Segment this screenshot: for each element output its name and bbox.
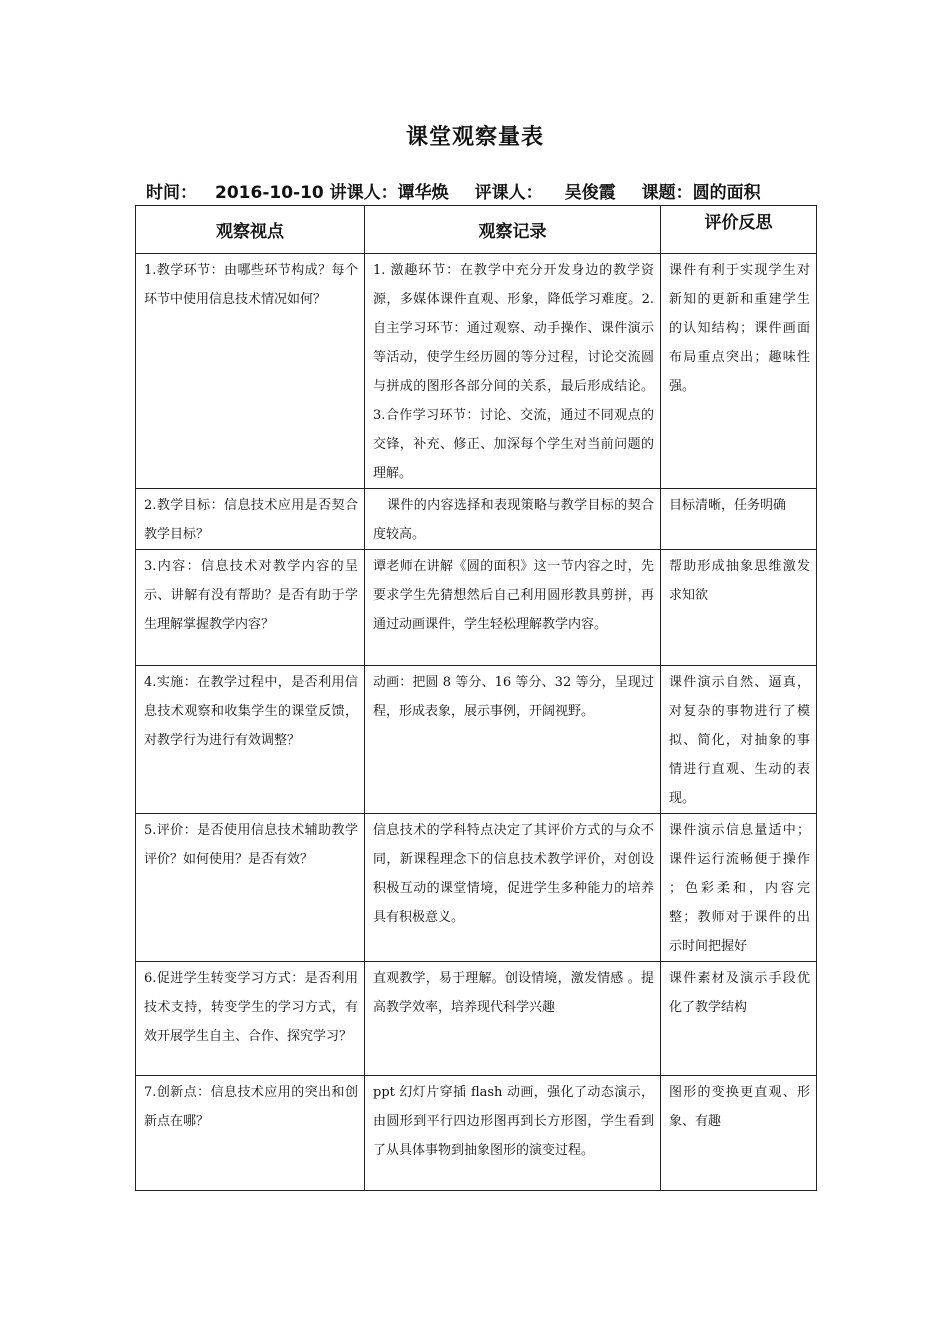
viewpoint-cell: 7.创新点：信息技术应用的突出和创新点在哪？ — [136, 1076, 365, 1191]
reflection-cell: 课件素材及演示手段优化了教学结构 — [661, 962, 817, 1076]
viewpoint-cell: 3.内容：信息技术对教学内容的呈示、讲解有没有帮助？是否有助于学生理解掌握教学内容？ — [136, 550, 365, 666]
lecturer-value: 谭华焕 — [397, 183, 449, 203]
viewpoint-cell: 5.评价：是否使用信息技术辅助教学评价？如何使用？是否有效？ — [136, 814, 365, 962]
observation-table — [135, 205, 817, 1191]
record-cell: 直观教学，易于理解。创设情境，激发情感 。提高教学效率，培养现代科学兴趣 — [365, 962, 661, 1076]
record-cell: 课件的内容选择和表现策略与教学目标的契合度较高。 — [365, 489, 661, 550]
lecturer-label: 讲课人： — [329, 183, 398, 203]
time-label: 时间： — [146, 183, 197, 203]
reviewer-value: 吴俊霞 — [564, 183, 616, 203]
reflection-cell: 目标清晰，任务明确 — [661, 489, 817, 550]
table-row — [136, 489, 817, 550]
table-row — [136, 962, 817, 1076]
viewpoint-cell: 6.促进学生转变学习方式：是否利用技术支持，转变学生的学习方式，有效开展学生自主、合作、探究学习？ — [136, 962, 365, 1076]
table-row — [136, 1076, 817, 1191]
viewpoint-cell: 2.教学目标：信息技术应用是否契合教学目标？ — [136, 489, 365, 550]
record-cell: 信息技术的学科特点决定了其评价方式的与众不同，新课程理念下的信息技术教学评价，对创设积极互动的课堂情境，促进学生多种能力的培养具有积极意义。 — [365, 814, 661, 962]
record-cell: 1. 激趣环节：在教学中充分开发身边的教学资源，多媒体课件直观、形象，降低学习难度。2.自主学习环节：通过观察、动手操作、课件演示等活动，使学生经历圆的等分过程，讨论交流圆与拼成的图形各部分间的关系，最后形成结论。 3.合作学习环节：讨论、交流，通过不同观点的交锋，补充、修正、加深每个学生对当前问题的理解。 — [365, 254, 661, 489]
table-row — [136, 254, 817, 489]
table-row — [136, 814, 817, 962]
reflection-cell: 课件演示自然、逼真，对复杂的事物进行了模拟、简化，对抽象的事情进行直观、生动的表现。 — [661, 666, 817, 814]
reflection-cell: 课件演示信息量适中；课件运行流畅便于操作 ；色彩柔和，内容完整；教师对于课件的出示时间把握好 — [661, 814, 817, 962]
header-record: 观察记录 — [365, 206, 661, 254]
header-reflection: 评价反思 — [661, 206, 817, 254]
viewpoint-cell: 1.教学环节：由哪些环节构成？每个环节中使用信息技术情况如何？ — [136, 254, 365, 489]
reflection-cell: 课件有利于实现学生对新知的更新和重建学生的认知结构；课件画面布局重点突出；趣味性强。 — [661, 254, 817, 489]
header-viewpoint: 观察视点 — [136, 206, 365, 254]
time-value: 2016-10-10 — [215, 183, 324, 203]
topic-value: 圆的面积 — [692, 183, 761, 203]
topic-label: 课题： — [641, 183, 693, 203]
reflection-cell: 帮助形成抽象思维激发求知欲 — [661, 550, 817, 666]
page-title: 课堂观察量表 — [405, 125, 544, 150]
viewpoint-cell: 4.实施：在教学过程中，是否利用信息技术观察和收集学生的课堂反馈，对教学行为进行有效调整？ — [136, 666, 365, 814]
record-cell: ppt 幻灯片穿插 flash 动画，强化了动态演示，由圆形到平行四边形图再到长方形图，学生看到了从具体事物到抽象图形的演变过程。 — [365, 1076, 661, 1191]
meta-line — [146, 178, 826, 203]
table-header-row — [136, 206, 817, 254]
table-row — [136, 550, 817, 666]
reviewer-label: 评课人： — [474, 183, 543, 203]
record-cell: 动画：把圆 8 等分、16 等分、32 等分，呈现过程，形成表象，展示事例，开阔视野。 — [365, 666, 661, 814]
reflection-cell: 图形的变换更直观、形象、有趣 — [661, 1076, 817, 1191]
record-cell: 谭老师在讲解《圆的面积》这一节内容之时，先要求学生先猜想然后自己利用圆形教具剪拼，再通过动画课件，学生轻松理解教学内容。 — [365, 550, 661, 666]
table-row — [136, 666, 817, 814]
